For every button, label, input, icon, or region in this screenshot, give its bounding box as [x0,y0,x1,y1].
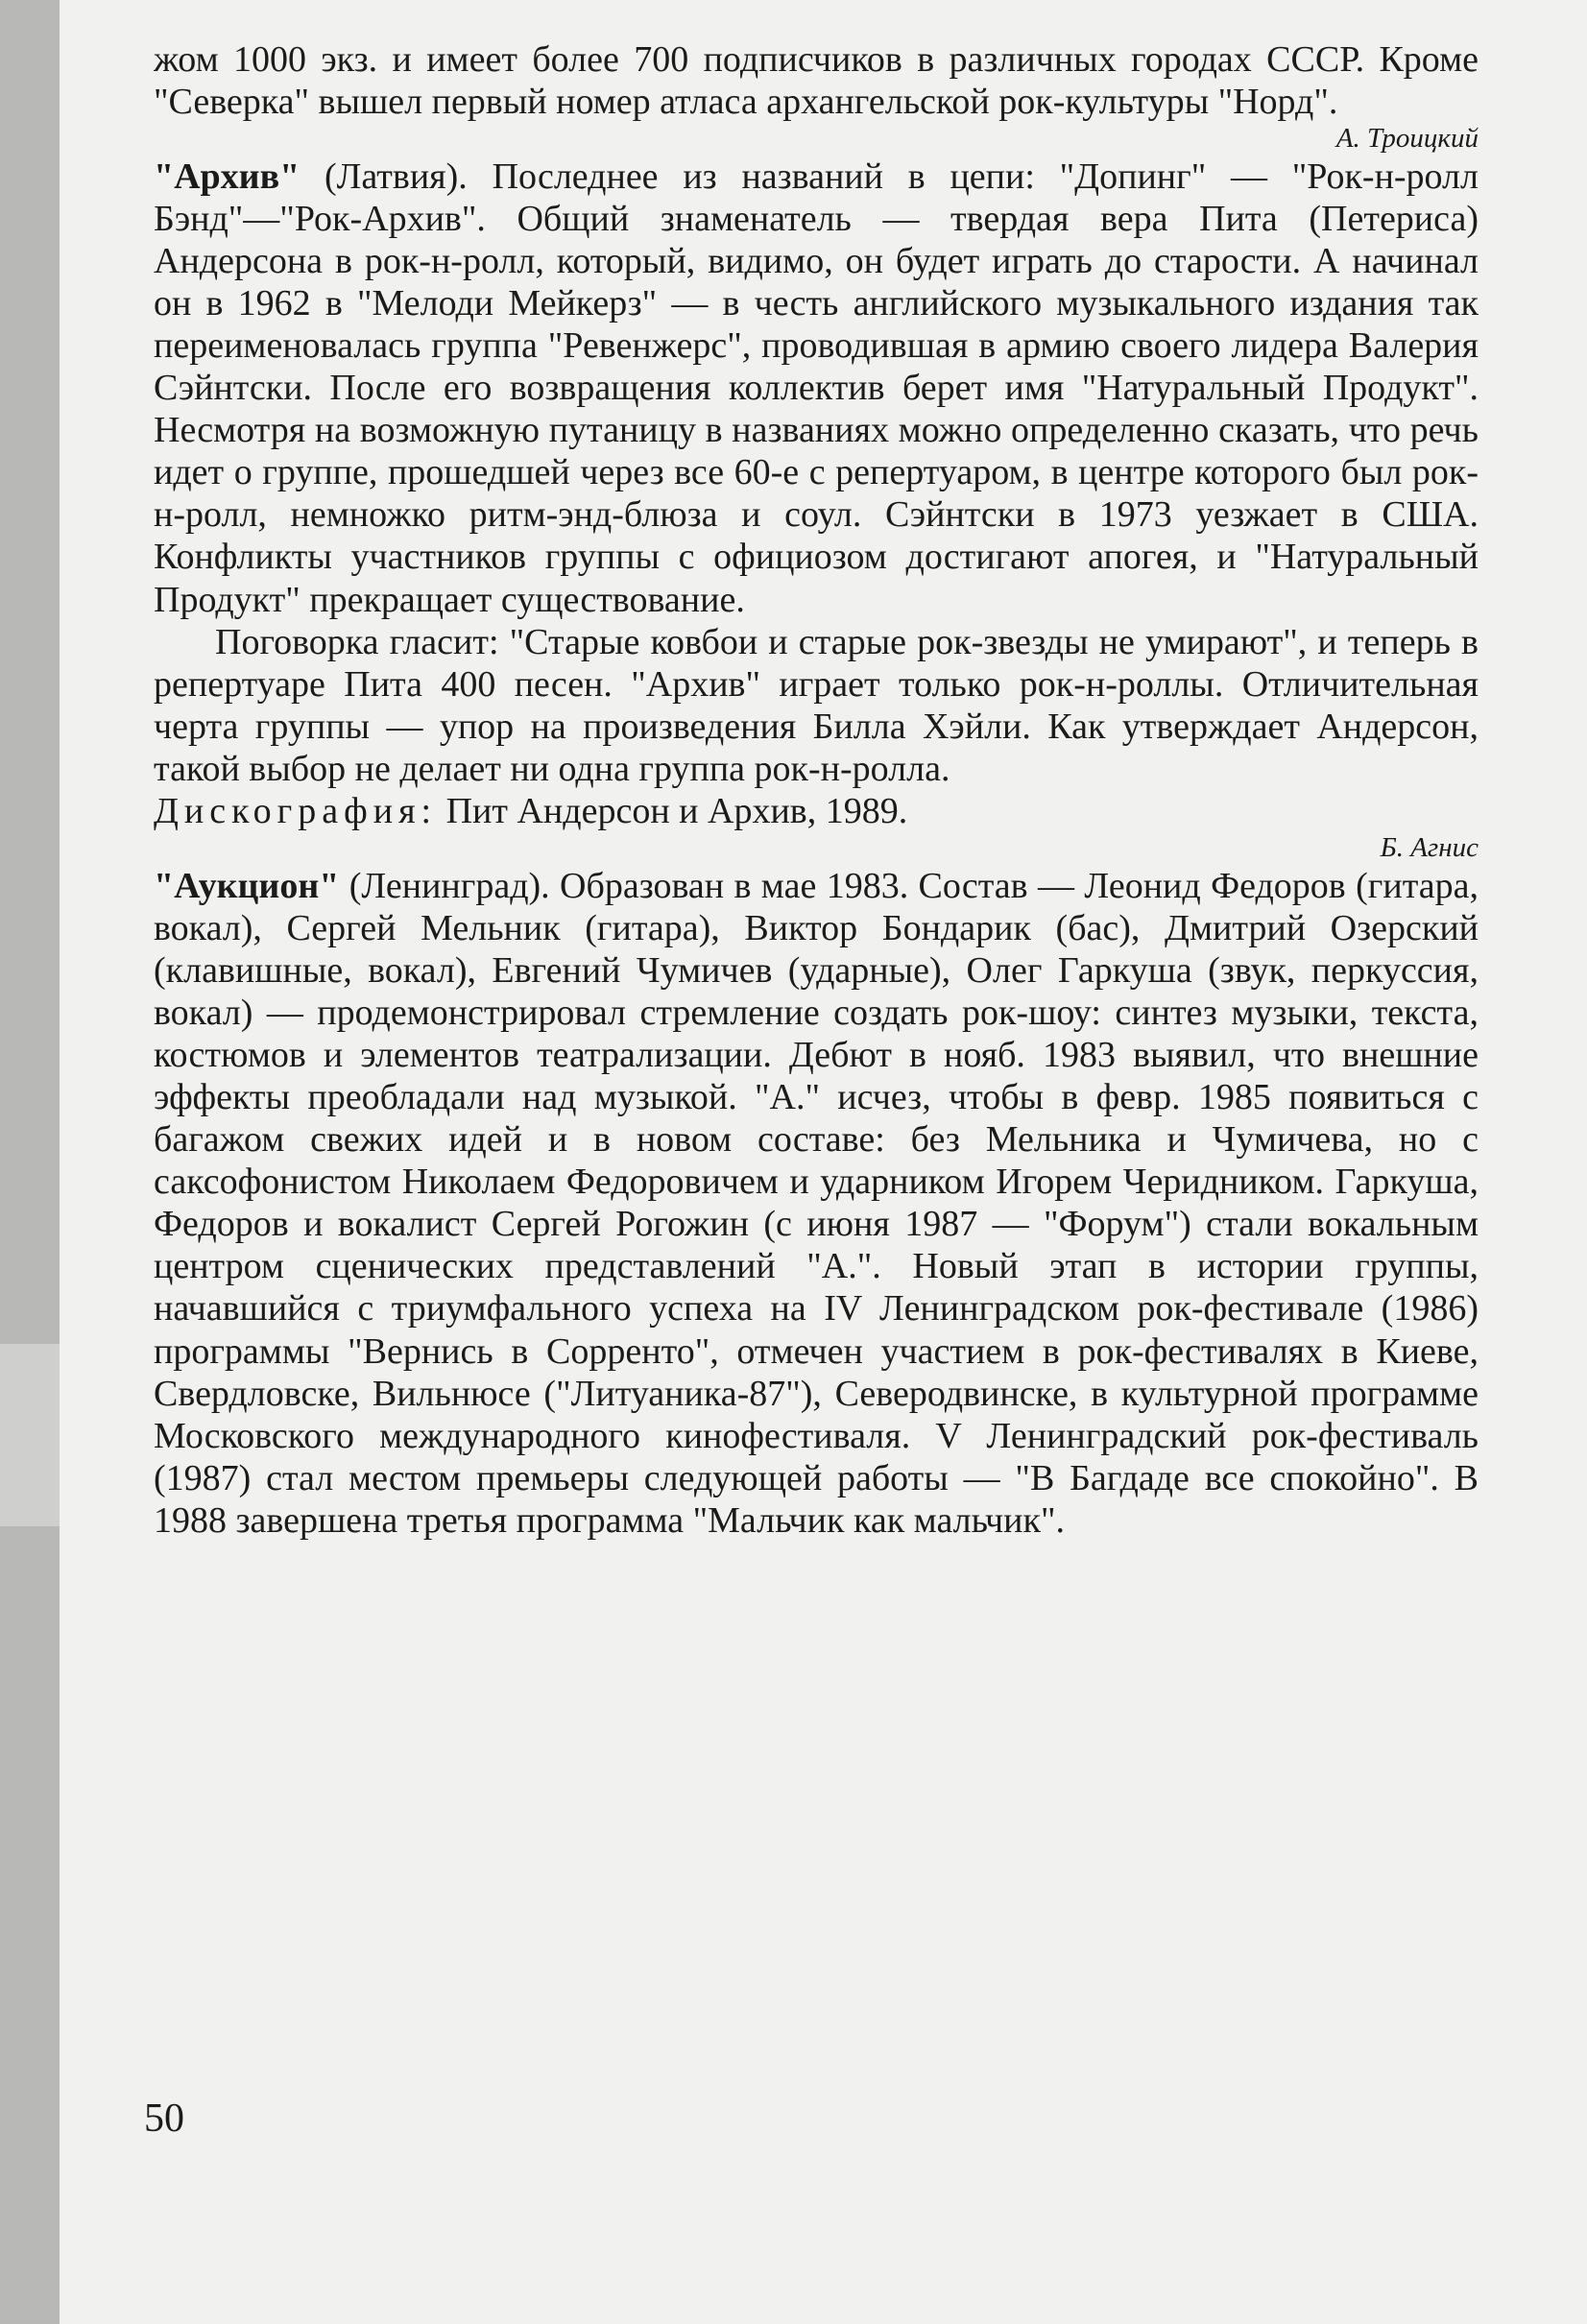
discography-text: Пит Андерсон и Архив, 1989. [437,790,908,831]
discography-label: Дискография: [154,790,438,831]
intro-paragraph: жом 1000 экз. и имеет более 700 подписчиков в различных городах СССР. Кроме "Северка" вышел первый номер атласа архангельской рок-культуры "Норд". [154,39,1479,123]
page-spine-shadow-upper [0,0,60,1344]
archive-author-signature: Б. Агнис [1380,832,1479,864]
auction-entry-title: "Аукцион" [154,865,340,906]
page-spine-shadow-lower [0,1526,60,2324]
archive-entry-title: "Архив" [154,156,301,197]
archive-entry-text: (Латвия). Последнее из названий в цепи: "Допинг" — "Рок-н-ролл Бэнд"—"Рок-Архив". Общий знаменатель — твердая вера Пита (Петериса) Андерсона в рок-н-ролл, который, видимо, он будет играть до старости. А начинал он в 1962 в "Мелоди Мейкерз" — в честь английского музыкального издания так переименовалась группа "Ревенжерс", проводившая в армию своего лидера Валерия Сэйнтски. После его возвращения коллектив берет имя "Натуральный Продукт". Несмотря на возможную путаницу в названиях можно определенно сказать, что речь идет о группе, прошедшей через все 60-е с репертуаром, в центре которого был рок-н-ролл, немножко ритм-энд-блюза и соул. Сэйнтски в 1973 уезжает в США. Конфликты участников группы с официозом достигают апогея, и "Натуральный Продукт" прекращает существование. [154,156,1479,620]
archive-second-paragraph: Поговорка гласит: "Старые ковбои и старые рок-звезды не умирают", и теперь в репертуаре Пита 400 песен. "Архив" играет только рок-н-роллы. Отличительная черта группы — упор на произведения Билла Хэйли. Как утверждает Андерсон, такой выбор не делает ни одна группа рок-н-ролла. [154,621,1479,789]
book-page-text [154,38,1479,1542]
intro-author-signature: А. Троицкий [1335,123,1479,155]
archive-discography [154,790,1479,832]
auction-entry-paragraph [154,865,1479,1542]
page-number: 50 [144,2096,184,2141]
auction-entry-text: (Ленинград). Образован в мае 1983. Состав — Леонид Федоров (гитара, вокал), Сергей Мельник (гитара), Виктор Бондарик (бас), Дмитрий Озерский (клавишные, вокал), Евгений Чумичев (ударные), Олег Гаркуша (звук, перкуссия, вокал) — продемонстрировал стремление создать рок-шоу: синтез музыки, текста, костюмов и элементов театрализации. Дебют в нояб. 1983 выявил, что внешние эффекты преобладали над музыкой. "А." исчез, чтобы в февр. 1985 появиться с багажом свежих идей и в новом составе: без Мельника и Чумичева, но с саксофонистом Николаем Федоровичем и ударником Игорем Чeридником. Гаркуша, Федоров и вокалист Сергей Рогожин (с июня 1987 — "Форум") стали вокальным центром сценических представлений "А.". Новый этап в истории группы, начавшийся с триумфального успеха на IV Ленинградском рок-фестивале (1986) программы "Вернись в Сорренто", отмечен участием в рок-фестивалях в Киеве, Свердловске, Вильнюсе ("Литуаника-87"), Северодвинске, в культурной программе Московского международного кинофестиваля. V Ленинградский рок-фестиваль (1987) стал местом премьеры следующей работы — "В Багдаде все спокойно". В 1988 завершена третья программа "Мальчик как мальчик". [154,865,1479,1541]
archive-entry-paragraph [154,156,1479,621]
